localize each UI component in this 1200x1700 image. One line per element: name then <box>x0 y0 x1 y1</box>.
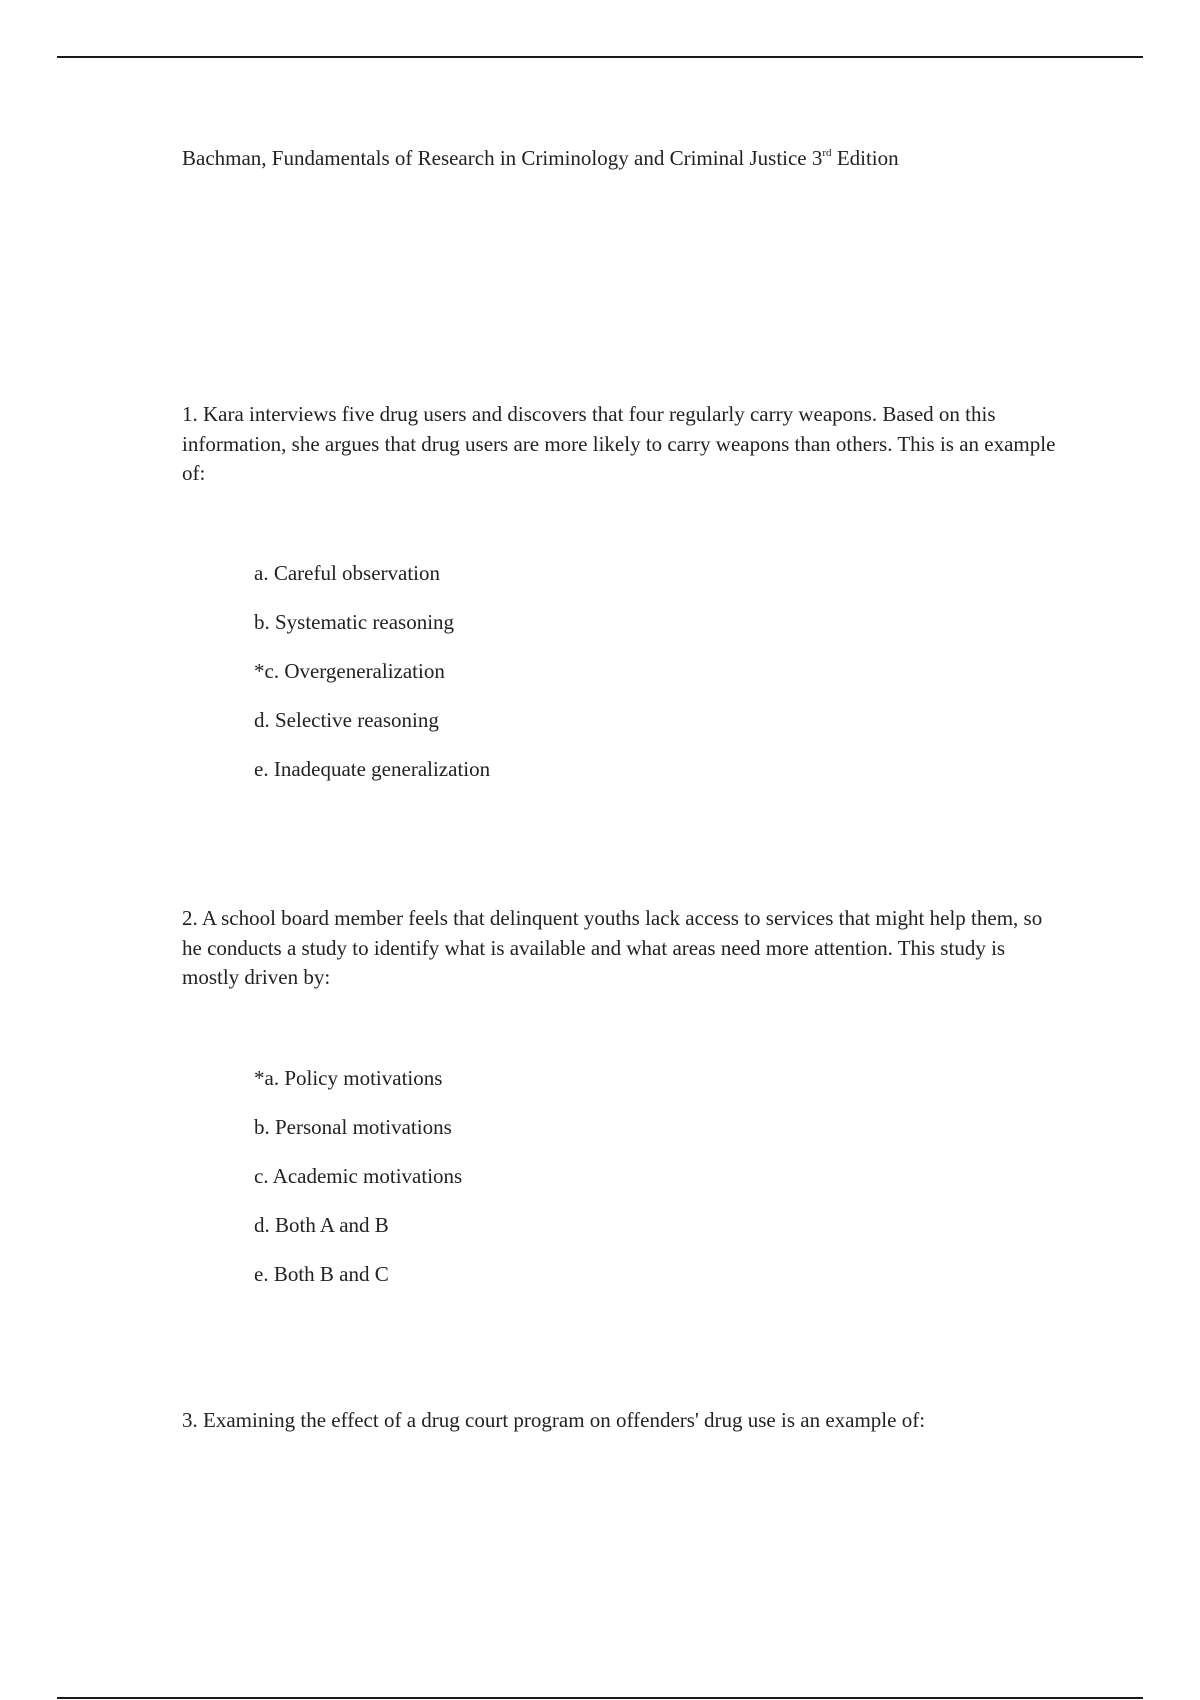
question-1 <box>182 400 1062 489</box>
answer-option: b. Personal motivations <box>254 1115 452 1139</box>
question-1-options <box>254 559 490 804</box>
document-header <box>182 144 899 172</box>
answer-option-correct: *c. Overgeneralization <box>254 659 445 683</box>
question-3-prompt: 3. Examining the effect of a drug court program on offenders' drug use is an example of: <box>182 1408 926 1432</box>
question-2-prompt: 2. A school board member feels that delinquent youths lack access to services that might help them, so he conducts a study to identify what is available and what areas need more attention. This study is mostly driven by: <box>182 906 1043 989</box>
answer-option: d. Selective reasoning <box>254 708 439 732</box>
answer-option: c. Academic motivations <box>254 1164 463 1188</box>
question-3 <box>182 1406 1062 1436</box>
answer-option: b. Systematic reasoning <box>254 610 455 634</box>
answer-option: a. Careful observation <box>254 561 441 585</box>
page-top-rule <box>57 56 1143 58</box>
answer-option: d. Both A and B <box>254 1213 389 1237</box>
answer-option: e. Inadequate generalization <box>254 757 491 781</box>
header-superscript: rd <box>822 147 832 159</box>
question-2-options <box>254 1064 462 1309</box>
question-2 <box>182 904 1062 993</box>
header-suffix: Edition <box>831 146 899 170</box>
question-1-prompt: 1. Kara interviews five drug users and discovers that four regularly carry weapons. Based on this information, she argues that drug users are more likely to carry weapons than others. This is an example of: <box>182 402 1056 485</box>
header-title: Bachman, Fundamentals of Research in Criminology and Criminal Justice 3 <box>182 146 823 170</box>
page-bottom-rule <box>57 1697 1143 1699</box>
answer-option-correct: *a. Policy motivations <box>254 1066 443 1090</box>
answer-option: e. Both B and C <box>254 1262 389 1286</box>
